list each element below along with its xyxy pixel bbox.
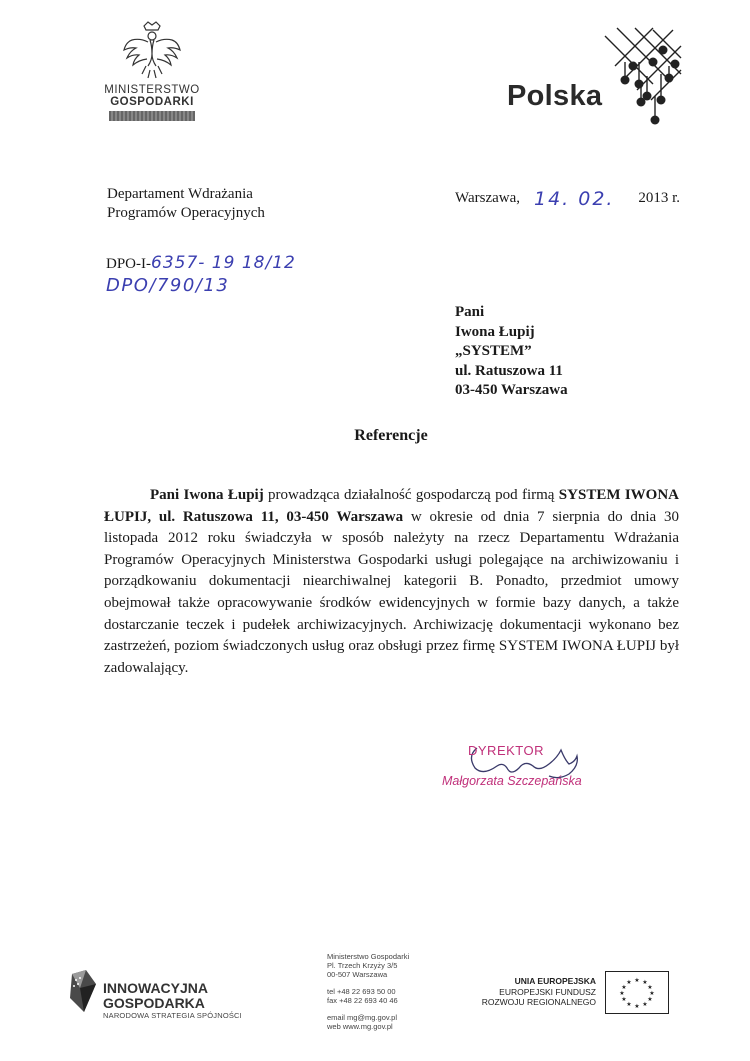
body-bold-company: SYSTEM IWONA ŁUPIJ, ul. Ratuszowa 11, 03-450 Warszawa [104, 487, 679, 525]
eu-line2: EUROPEJSKI FUNDUSZ [499, 986, 596, 997]
letter-title: Referencje [354, 427, 428, 444]
reference-handwritten-2: DPO/790/13 [106, 275, 230, 296]
department-line2: Programów Operacyjnych [107, 205, 265, 221]
body-text: prowadząca działalność gospodarczą pod firmą [263, 487, 559, 503]
svg-text:★: ★ [642, 979, 648, 986]
ministry-logo [104, 20, 200, 121]
addressee-line: Pani [455, 304, 485, 320]
contact-line: web www.mg.gov.pl [327, 1022, 393, 1031]
svg-text:★: ★ [642, 1001, 648, 1008]
innovative-economy-logo-icon [66, 968, 100, 1016]
svg-text:★: ★ [626, 1001, 632, 1008]
eu-line3: ROZWOJU REGIONALNEGO [481, 997, 596, 1007]
date-place: Warszawa, [455, 190, 521, 206]
eu-fund-label [468, 976, 596, 1008]
svg-text:★: ★ [621, 984, 627, 991]
contact-line: Ministerstwo Gospodarki [327, 952, 410, 961]
eu-flag-icon [605, 971, 669, 1014]
ministry-name-line1: MINISTERSTWO [104, 84, 200, 96]
ministry-contact [327, 952, 409, 1031]
svg-text:★: ★ [621, 996, 627, 1003]
addressee-block [455, 303, 568, 401]
programme-subtitle: NARODOWA STRATEGIA SPÓJNOŚCI [103, 1011, 242, 1020]
contact-line: 00-507 Warszawa [327, 970, 388, 979]
ministry-logo-bar [109, 111, 195, 121]
body-text: w okresie od dnia 7 sierpnia do dnia 30 listopada 2012 roku świadczyła w sposób należyty na rzecz Departamentu Wdrażania Programów Operacyjnych Ministerstwa Gospodarki usługi polegające na archiwizowaniu i porządkowaniu dokumentacji niearchiwalnej kategorii B. Ponadto, przedmiot umowy obejmował także opracowywanie środków ewidencyjnych w formie bazy danych, a także dostarczanie teczek i pudełek archiwizacyjnych. Archiwizację dokumentacji wykonano bez zastrzeżeń, poziom świadczonych usług oraz obsługi przez firmę SYSTEM IWONA ŁUPIJ był zadowalający. [104, 508, 680, 676]
eagle-emblem-icon [120, 20, 184, 80]
addressee-line: Iwona Łupij [455, 323, 535, 340]
reference-number [106, 253, 296, 273]
eu-line1: UNIA EUROPEJSKA [514, 976, 596, 986]
programme-name-line1: INNOWACYJNA [103, 980, 209, 996]
contact-line: fax +48 22 693 40 46 [327, 996, 398, 1005]
svg-text:★: ★ [634, 1003, 640, 1010]
letter-body [104, 485, 679, 679]
date-year: 2013 r. [638, 190, 680, 206]
contact-line: email mg@mg.gov.pl [327, 1013, 397, 1022]
body-bold-name: Pani Iwona Łupij [150, 487, 264, 503]
addressee-line: 03-450 Warszawa [455, 382, 568, 398]
addressee-line: ul. Ratuszowa 11 [455, 362, 563, 379]
programme-name-line2: GOSPODARKA [103, 995, 205, 1011]
addressee-line: „SYSTEM” [455, 343, 532, 359]
reference-handwritten-1: 6357- 19 18/12 [151, 253, 296, 273]
sender-department [107, 185, 265, 223]
svg-text:★: ★ [626, 979, 632, 986]
svg-text:★: ★ [634, 977, 640, 984]
polska-wordmark: Polska [507, 80, 603, 112]
date-handwritten: 14. 02. [534, 188, 615, 210]
department-line1: Departament Wdrażania [107, 186, 253, 202]
ministry-name-line2: GOSPODARKI [110, 96, 194, 108]
polska-pattern-icon [595, 22, 687, 134]
svg-text:★: ★ [649, 990, 655, 997]
contact-line: Pl. Trzech Krzyży 3/5 [327, 961, 398, 970]
svg-text:★: ★ [619, 990, 625, 997]
reference-prefix: DPO-I- [106, 256, 151, 272]
contact-line: tel +48 22 693 50 00 [327, 987, 396, 996]
svg-text:★: ★ [647, 984, 653, 991]
signatory-title: DYREKTOR [468, 743, 544, 758]
svg-text:★: ★ [647, 996, 653, 1003]
date-line [455, 188, 680, 210]
signatory-name: Małgorzata Szczepańska [442, 774, 582, 788]
